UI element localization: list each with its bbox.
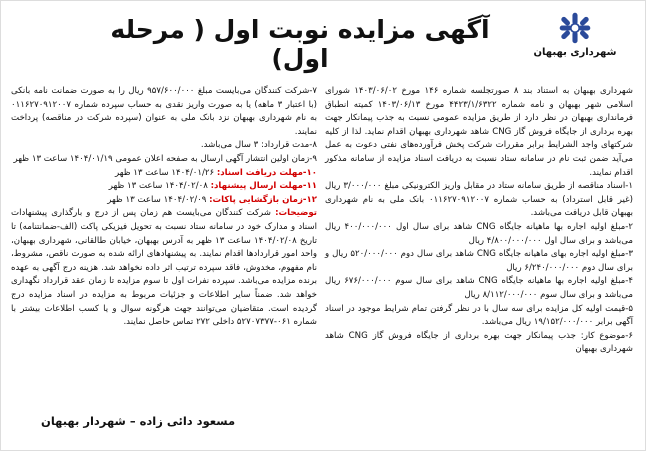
item-1: ۱-اسناد مناقصه از طریق سامانه ستاد در مقابل واریز الکترونیکی مبلغ ۳/۰۰۰/۰۰۰ ریال (غیر قابل استرداد) به حساب شماره ۰۱۱۶۲۷۰۹۱۲۰۰۷ بانک ملی به نام شهرداری بهبهان قابل دریافت می‌باشد.: [325, 181, 633, 219]
item-11: [11, 180, 317, 194]
signature: مسعود دائی زاده – شهردار بهبهان: [41, 414, 236, 428]
item-3: ۳-مبلغ اولیه اجاره بهای ماهیانه جایگاه CNG شاهد برای سال دوم ۵۲۰/۰۰۰/۰۰۰ ریال و برای سال دوم ۶/۲۴۰/۰۰۰/۰۰۰ ریال: [325, 249, 633, 273]
item-6: ۶-موضوع کار: جذب پیمانکار جهت بهره برداری از جایگاه فروش گاز CNG شاهد شهرداری بهبهان: [325, 330, 633, 355]
item-12-label: ۱۲-زمان بازگشایی پاکات:: [209, 194, 317, 205]
intro-paragraph: شهرداری بهبهان به استناد بند ۸ صورتجلسه شماره ۱۴۶ مورخ ۱۴۰۳/۰۶/۰۲ شورای اسلامی شهر بهبهان و نامه شماره ۴۴۲۳/۱/۶۳۲۲ مورخ ۱۴۰۳/۰۶/۱۳ کمیته انطباق فرمانداری بهبهان در نظر دارد از طریق مزایده عمومی نسبت به جذب پیمانکار جهت بهره برداری از جایگاه فروش گاز CNG شاهد شهرداری بهبهان اقدام نماید. لذا از کلیه شرکتهای واجد الشرایط برابر مقررات شرکت پخش فرآورده‌های نفتی دعوت به عمل می‌آید ضمن ثبت نام در سامانه ستاد نسبت به دریافت اسناد مزایده از سامانه مذکور اقدام نمایند.: [325, 86, 633, 178]
logo-caption: شهرداری بهبهان: [533, 47, 617, 58]
item-12-value: ۱۴۰۴/۰۲/۰۹ ساعت ۱۳ ظهر: [107, 194, 207, 205]
municipality-logo: [519, 11, 631, 81]
item-10-value: ۱۴۰۴/۰۱/۲۶ ساعت ۱۳ ظهر: [115, 167, 215, 178]
right-column: [325, 85, 633, 357]
item-7: ۷-شرکت کنندگان می‌بایست مبلغ ۹۵۷/۶۰۰/۰۰۰ ریال را به صورت ضمانت نامه بانکی (با اعتبار ۳ ماهه) یا به صورت واریز نقدی به حساب سپرده شماره ۰۱۱۶۲۷۰۹۱۲۰۰۷ به نام شهرداری بهبهان نزد بانک ملی به عنوان (سپرده شرکت در مناقصه) پرداخت نمایند.: [11, 86, 317, 137]
notes-text: شرکت کنندگان می‌بایست هم زمان پس از درج و بارگذاری پیشنهادات اسناد و مدارک خود در سامانه ستاد نسبت به تحویل فیزیکی پاکت (الف-ضمانتنامه) تا تاریخ ۱۴۰۴/۰۲/۰۸ ساعت ۱۳ ظهر به آدرس بهبهان، خیابان طالقانی، شهرداری بهبهان، واحد امور قراردادها اقدام نمایند. به پیشنهادهای ارائه شده به صورت ناقص، مشروط، نام مفهوم، مخدوش، فاقد سپرده ترتیب اثر داده نخواهد شد. هزینه درج آگهی به عهده برنده مزایده می‌باشد. سپرده نفرات اول تا سوم مزایده تا زمان عقد قرارداد نگهداری خواهد شد. ضمناً سایر اطلاعات و جزئیات مربوط به مزایده در اسناد مزایده درج گردیده است. متقاضیان می‌توانند جهت هرگونه سوال و یا کسب اطلاعات بیشتر با شماره ۰۶۱-۵۲۷۰۷۳۷۷ داخلی ۲۷۲ تماس حاصل نمایند.: [11, 208, 317, 328]
item-4: ۴-مبلغ اولیه اجاره بها ماهیانه جایگاه CNG شاهد برای سال سوم ۶۷۶/۰۰۰/۰۰۰ ریال می‌باشد و برای سال سوم ۸/۱۱۲/۰۰۰/۰۰۰ ریال: [325, 276, 634, 300]
page-title: آگهی مزایده نوبت اول ( مرحله اول): [110, 15, 490, 73]
item-2: ۲-مبلغ اولیه اجاره بها ماهیانه جایگاه CNG شاهد برای سال اول ۴۰۰/۰۰۰/۰۰۰ ریال می‌باشد و برای سال اول ۴/۸۰۰/۰۰۰/۰۰۰ ریال: [325, 221, 634, 246]
item-9: ۹-زمان اولین انتشار آگهی ارسال به صفحه اعلان عمومی ۱۴۰۴/۰۱/۱۹ ساعت ۱۳ ظهر: [13, 153, 317, 164]
item-11-value: ۱۴۰۴/۰۲/۰۸ ساعت ۱۳ ظهر: [108, 181, 208, 192]
item-12: [11, 194, 317, 208]
left-column: [11, 85, 317, 330]
item-10-label: ۱۰-مهلت دریافت اسناد:: [216, 167, 317, 178]
emblem-icon: [558, 11, 592, 45]
notes: [11, 207, 317, 329]
item-10: [11, 167, 317, 181]
item-11-label: ۱۱-مهلت ارسال پیشنهاد:: [210, 181, 317, 192]
item-5: ۵-قیمت اولیه کل مزایده برای سه سال با در نظر گرفتن تمام شرایط موجود در اسناد آگهی برابر ۱۹/۱۵۲/۰۰۰/۰۰۰ ریال می‌باشد.: [325, 303, 633, 328]
notes-label: توضیحات:: [275, 208, 318, 219]
item-8: ۸-مدت قرارداد: ۳ سال می‌باشد.: [200, 140, 317, 151]
